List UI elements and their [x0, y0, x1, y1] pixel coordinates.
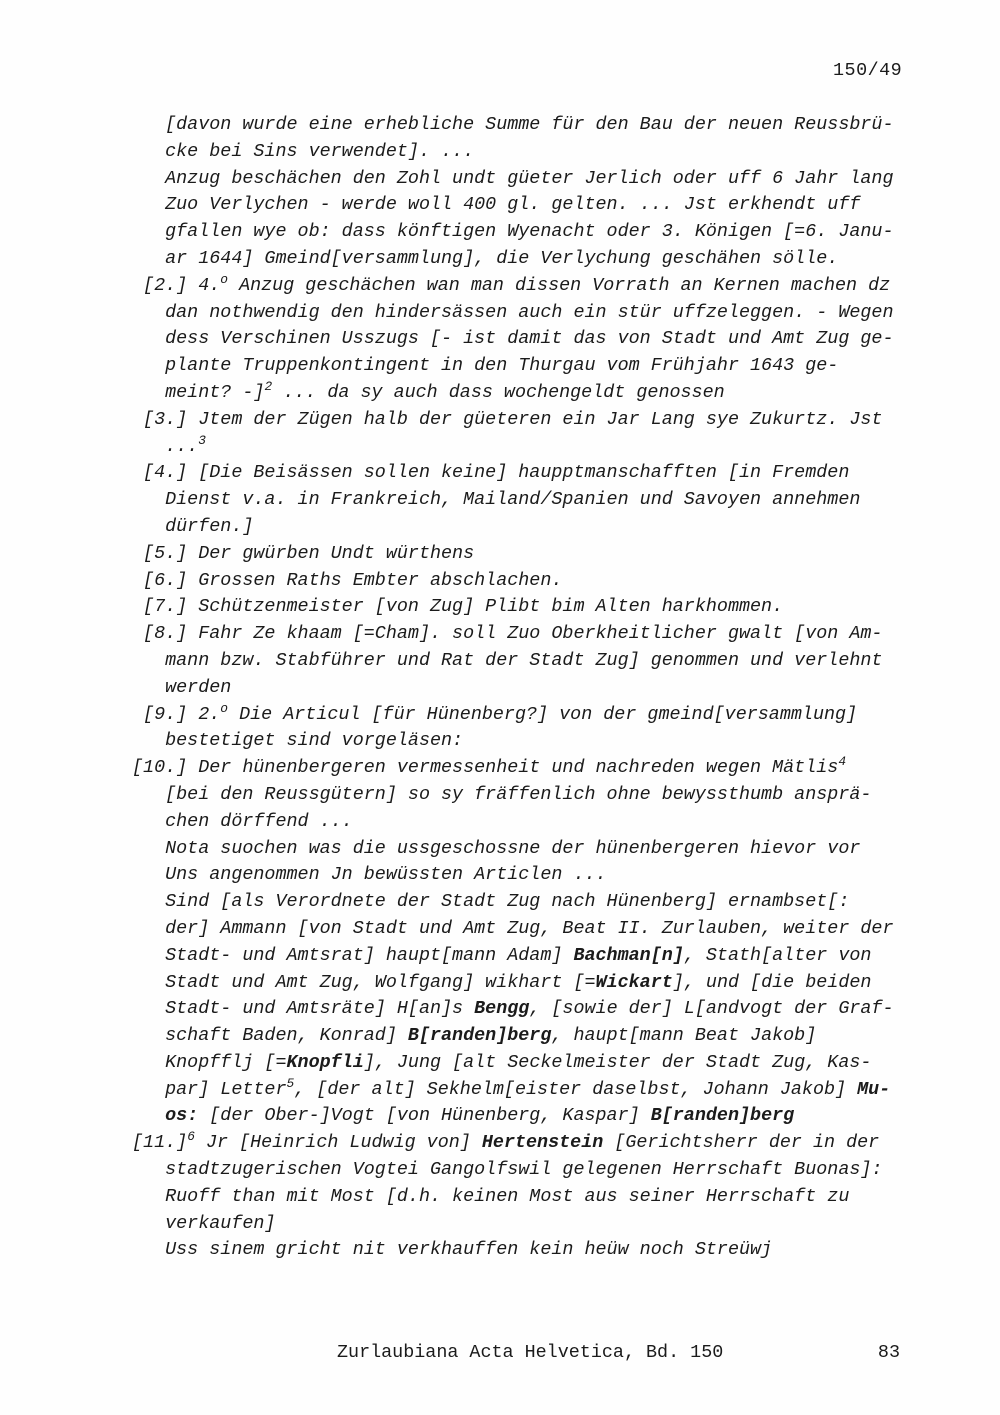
- text-segment: Stadt und Amt Zug, Wolfgang] wikhart [=: [132, 971, 596, 993]
- text-segment: Anzug beschächen den Zohl undt güeter Jerlich oder uff 6 Jahr lang: [132, 167, 894, 189]
- text-line: [132, 1211, 922, 1238]
- text-segment: [7.] Schützenmeister [von Zug] Plibt bim Alten harkhommen.: [132, 596, 784, 618]
- text-segment: stadtzugerischen Vogtei Gangolfswil gelegenen Herrschaft Buonas]:: [132, 1159, 883, 1181]
- text-segment: [davon wurde eine erhebliche Summe für den Bau der neuen Reussbrü-: [132, 114, 894, 135]
- text-segment: B[randen]berg: [650, 1105, 795, 1127]
- text-line: [132, 434, 922, 461]
- text-segment: os:: [165, 1105, 199, 1127]
- text-line: [132, 541, 922, 568]
- text-segment: gfallen wye ob: dass könftigen Wyenacht oder 3. Königen [=6. Janu-: [132, 221, 894, 243]
- document-lines: [132, 112, 922, 1264]
- text-line: [132, 514, 922, 541]
- text-line: [132, 1157, 922, 1184]
- text-segment: , haupt[mann Beat Jakob]: [551, 1025, 817, 1047]
- text-line: [132, 755, 922, 782]
- superscript-note-ref: o: [220, 700, 229, 716]
- superscript-note-ref: 6: [187, 1129, 195, 1145]
- footer-page-number: 83: [877, 1342, 900, 1363]
- text-segment: [6.] Grossen Raths Embter abschlachen.: [132, 569, 563, 591]
- text-line: [132, 380, 922, 407]
- text-segment: [5.] Der gwürben Undt würthens: [132, 542, 475, 564]
- footer-series-title: Zurlaubiana Acta Helvetica, Bd. 150: [337, 1342, 724, 1363]
- text-line: [132, 460, 922, 487]
- text-segment: Bengg: [474, 998, 530, 1020]
- text-segment: Knopfflj [=: [132, 1051, 287, 1073]
- text-segment: ], und [die beiden: [672, 971, 872, 993]
- text-segment: bestetiget sind vorgeläsen:: [132, 730, 464, 752]
- text-line: [132, 1184, 922, 1211]
- text-line: [132, 192, 922, 219]
- text-segment: plante Truppenkontingent in den Thurgau vom Frühjahr 1643 ge-: [132, 355, 839, 377]
- text-segment: Bachman[n]: [573, 944, 684, 966]
- text-segment: Anzug geschächen wan man dissen Vorrath an Kernen machen dz: [228, 274, 891, 296]
- text-segment: der] Ammann [von Stadt und Amt Zug, Beat II. Zurlauben, weiter der: [132, 917, 894, 939]
- text-line: [132, 166, 922, 193]
- text-segment: ], Jung [alt Seckelmeister der Stadt Zug, Kas-: [363, 1051, 872, 1073]
- text-segment: Uns angenommen Jn bewüssten Articlen ...: [132, 864, 607, 886]
- text-segment: Wickart: [595, 971, 673, 993]
- text-segment: meint? -]: [132, 381, 265, 403]
- text-line: [132, 782, 922, 809]
- text-line: [132, 1023, 922, 1050]
- text-segment: verkaufen]: [132, 1212, 276, 1234]
- text-line: [132, 326, 922, 353]
- document-body: [132, 112, 922, 1264]
- text-line: [132, 112, 922, 139]
- text-segment: Knopfli: [286, 1051, 364, 1073]
- text-segment: Uss sinem gricht nit verkhauffen kein heüw noch Streüwj: [132, 1239, 773, 1261]
- text-segment: Sind [als Verordnete der Stadt Zug nach Hünenberg] ernambset[:: [132, 891, 850, 913]
- text-segment: ar 1644] Gmeind[versammlung], die Verlychung geschähen sölle.: [132, 247, 839, 269]
- text-line: [132, 568, 922, 595]
- text-line: [132, 1237, 922, 1264]
- text-segment: werden: [132, 676, 232, 698]
- text-line: [132, 300, 922, 327]
- text-segment: [der Ober-]Vogt [von Hünenberg, Kaspar]: [198, 1105, 651, 1127]
- text-segment: cke bei Sins verwendet]. ...: [132, 140, 475, 162]
- text-line: [132, 1077, 922, 1104]
- text-segment: Nota suochen was die ussgeschossne der hünenbergeren hievor vor: [132, 837, 861, 859]
- text-segment: dess Verschinen Usszugs [- ist damit das von Stadt und Amt Zug ge-: [132, 328, 894, 350]
- text-segment: Mu-: [857, 1078, 891, 1100]
- text-segment: dürfen.]: [132, 515, 254, 537]
- text-segment: [10.] Der hünenbergeren vermessenheit und nachreden wegen Mätlis: [132, 757, 839, 779]
- text-line: [132, 996, 922, 1023]
- text-line: [132, 648, 922, 675]
- text-line: [132, 728, 922, 755]
- text-segment: Hertenstein: [481, 1132, 604, 1154]
- text-line: [132, 246, 922, 273]
- text-line: [132, 273, 922, 300]
- superscript-note-ref: 4: [838, 754, 847, 769]
- text-segment: Die Articul [für Hünenberg?] von der gmeind[versammlung]: [228, 703, 858, 725]
- superscript-note-ref: 5: [286, 1075, 295, 1091]
- superscript-note-ref: 2: [264, 378, 273, 394]
- text-line: [132, 621, 922, 648]
- page-footer: [132, 1342, 905, 1370]
- text-segment: [bei den Reussgütern] so sy fräffenlich ohne bewyssthumb ansprä-: [132, 783, 872, 805]
- text-line: [132, 1050, 922, 1077]
- text-segment: [11.]: [132, 1132, 188, 1154]
- text-line: [132, 353, 922, 380]
- text-segment: [132, 1105, 165, 1126]
- text-line: [132, 675, 922, 702]
- text-segment: Jr [Heinrich Ludwig von]: [194, 1132, 482, 1154]
- text-segment: Ruoff than mit Most [d.h. keinen Most aus seiner Herrschaft zu: [132, 1185, 850, 1207]
- text-line: [132, 916, 922, 943]
- text-segment: [4.] [Die Beisässen sollen keine] haupptmanschafften [in Fremden: [132, 462, 850, 484]
- text-segment: Stadt- und Amtsrat] haupt[mann Adam]: [132, 944, 574, 966]
- text-line: [132, 219, 922, 246]
- superscript-note-ref: o: [220, 271, 229, 287]
- text-line: [132, 594, 922, 621]
- text-line: [132, 139, 922, 166]
- text-segment: [9.] 2.: [132, 703, 221, 725]
- text-line: [132, 970, 922, 997]
- text-segment: Dienst v.a. in Frankreich, Mailand/Spanien und Savoyen annehmen: [132, 489, 861, 511]
- text-line: [132, 702, 922, 729]
- text-segment: ... da sy auch dass wochengeldt genossen: [272, 381, 725, 403]
- text-segment: ...: [132, 435, 199, 457]
- text-line: [132, 809, 922, 836]
- text-segment: dan nothwendig den hindersässen auch ein stür uffzeleggen. - Wegen: [132, 301, 894, 323]
- text-line: [132, 836, 922, 863]
- text-segment: chen dörffend ...: [132, 810, 353, 832]
- text-line: [132, 487, 922, 514]
- text-segment: schaft Baden, Konrad]: [132, 1025, 408, 1047]
- text-segment: B[randen]berg: [407, 1025, 552, 1047]
- text-line: [132, 1103, 922, 1130]
- text-segment: , Stath[alter von: [683, 944, 872, 966]
- text-segment: [Gerichtsherr der in der: [603, 1132, 880, 1154]
- text-segment: , [der alt] Sekhelm[eister daselbst, Johann Jakob]: [294, 1078, 858, 1100]
- text-segment: par] Letter: [132, 1078, 287, 1100]
- text-segment: [8.] Fahr Ze khaam [=Cham]. soll Zuo Oberkheitlicher gwalt [von Am-: [132, 623, 883, 645]
- text-segment: mann bzw. Stabführer und Rat der Stadt Zug] genommen und verlehnt: [132, 649, 883, 671]
- text-line: [132, 889, 922, 916]
- text-segment: [3.] Jtem der Zügen halb der güeteren ein Jar Lang sye Zukurtz. Jst: [132, 408, 883, 430]
- text-line: [132, 1130, 922, 1157]
- page-header-number: 150/49: [833, 60, 903, 81]
- text-segment: , [sowie der] L[andvogt der Graf-: [529, 998, 894, 1020]
- text-segment: Stadt- und Amtsräte] H[an]s: [132, 998, 475, 1020]
- text-segment: [2.] 4.: [132, 274, 221, 296]
- text-line: [132, 862, 922, 889]
- text-line: [132, 407, 922, 434]
- text-line: [132, 943, 922, 970]
- superscript-note-ref: 3: [198, 432, 206, 448]
- text-segment: Zuo Verlychen - werde woll 400 gl. gelten. ... Jst erkhendt uff: [132, 194, 861, 216]
